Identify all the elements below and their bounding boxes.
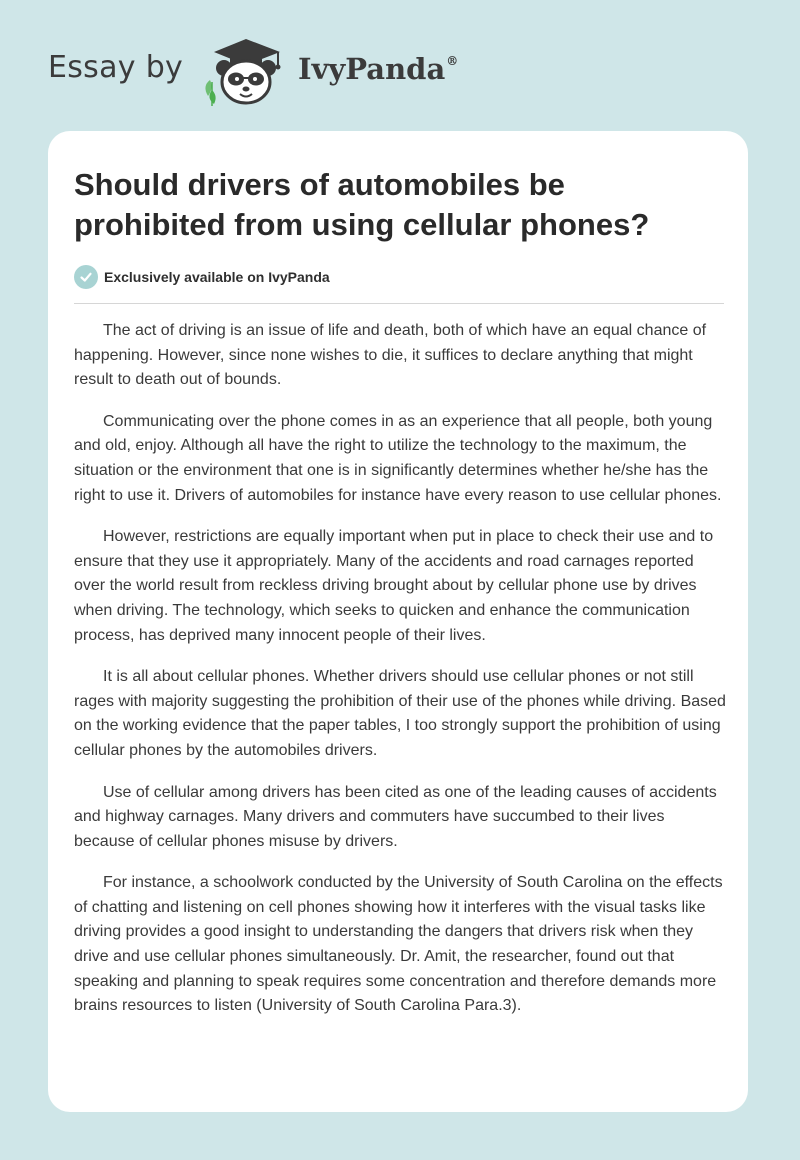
- paragraph: Communicating over the phone comes in as an experience that all people, both young and old, enjoy. Although all have the right to utilize the technology to the maximum, the situation or the environment that one is in significantly determines whether he/she has the right to use it. Drivers of automobiles for instance have every reason to use cellular phones.: [74, 412, 722, 504]
- exclusive-badge: [74, 264, 330, 290]
- brand-logo-text[interactable]: [298, 52, 458, 86]
- brand-name: IvyPanda: [298, 52, 446, 86]
- essay-card: [48, 131, 748, 1112]
- essay-by-label: Essay by: [48, 50, 184, 85]
- paragraph: Use of cellular among drivers has been cited as one of the leading causes of accidents and highway carnages. Many drivers and commuters have succumbed to their lives because of cellular phones misuse by drivers.: [74, 783, 717, 850]
- paragraph: For instance, a schoolwork conducted by the University of South Carolina on the effects of chatting and listening on cell phones showing how it interferes with the visual tasks like driving provides a good insight to understanding the dangers that drivers risk when they drive and use cellular phones simultaneously. Dr. Amit, the researcher, found out that speaking and planning to speak requires some concentration and therefore demands more brains resources to listen (University of South Carolina Para.3).: [74, 874, 723, 1015]
- site-header: [48, 36, 548, 106]
- trademark-symbol: ®: [446, 54, 459, 68]
- check-circle-icon: [74, 265, 98, 289]
- essay-title: Should drivers of automobiles be prohibited from using cellular phones?: [74, 167, 650, 242]
- paragraph: However, restrictions are equally important when put in place to check their use and to ensure that they use it appropriately. Many of the accidents and road carnages reported over the world result from reckless driving brought about by cellular phone use by drives when driving. The technology, which seeks to quicken and enhance the communication process, has deprived many innocent people of their lives.: [74, 528, 714, 644]
- paragraph: It is all about cellular phones. Whether drivers should use cellular phones or not still rages with majority suggesting the prohibition of their use of the phones while driving. Based on the working evidence that the paper tables, I too strongly support the prohibition of using cellular phones by the automobiles drivers.: [74, 668, 726, 759]
- paragraph: The act of driving is an issue of life and death, both of which have an equal chance of happening. However, since none wishes to die, it suffices to declare anything that might result to death out of bounds.: [74, 322, 707, 389]
- exclusive-badge-label: Exclusively available on IvyPanda: [104, 269, 330, 285]
- panda-graduate-icon[interactable]: [200, 36, 292, 108]
- essay-body: [74, 319, 726, 1036]
- divider: [74, 303, 724, 304]
